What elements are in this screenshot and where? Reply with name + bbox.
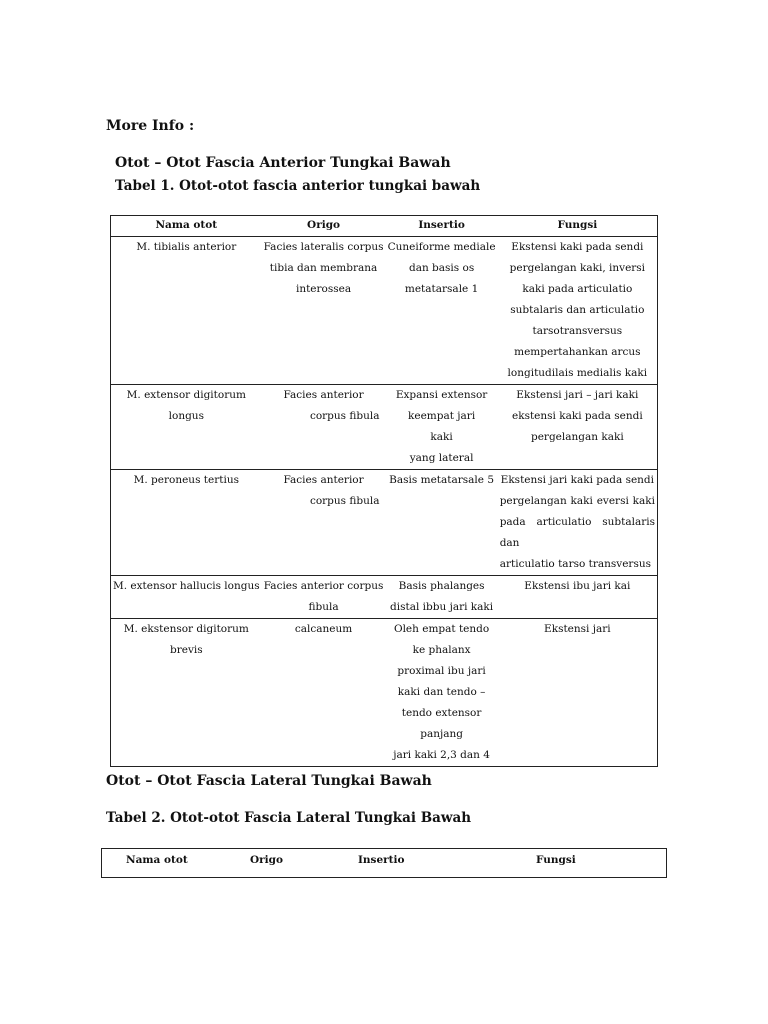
cell-origo [262, 619, 386, 767]
more-info-heading: More Info : [106, 118, 195, 134]
cell-text-line: Ekstensi kaki pada sendi [511, 241, 644, 253]
cell-text-line: jari kaki 2,3 dan 4 [393, 749, 490, 761]
cell-text-line: proximal ibu jari [397, 665, 486, 677]
cell-text-line: M. extensor digitorum [126, 389, 246, 401]
cell-text-line: kaki dan tendo – [397, 686, 486, 698]
cell-insertio [386, 470, 498, 576]
cell-text-line: pada articulatio subtalaris [499, 516, 655, 528]
cell-text-line: kaki pada articulatio [522, 283, 633, 295]
cell-text-line: tendo extensor [401, 707, 482, 719]
table-row [111, 619, 658, 767]
section-title-anterior: Otot – Otot Fascia Anterior Tungkai Bawah [115, 155, 451, 171]
cell-text-line: distal ibbu jari kaki [390, 601, 494, 613]
cell-text-line: Basis phalanges [398, 580, 485, 592]
header-insertio: Insertio [357, 849, 535, 878]
cell-text-line: Oleh empat tendo [393, 623, 490, 635]
cell-text-line: Ekstensi jari – jari kaki [516, 389, 639, 401]
cell-origo [262, 385, 386, 470]
cell-text-line: interossea [295, 283, 352, 295]
header-nama-otot: Nama otot [111, 216, 262, 237]
cell-text-line: keempat jari [408, 410, 476, 422]
cell-text-line: articulatio tarso transversus [499, 558, 651, 570]
cell-text-line: panjang [420, 728, 463, 740]
cell-text-line: pergelangan kaki, inversi [509, 262, 646, 274]
cell-text-line: Expansi extensor [395, 389, 488, 401]
table-anterior-muscles [110, 215, 658, 767]
cell-text-line: dan basis os [408, 262, 475, 274]
cell-text-line: Ekstensi ibu jari kai [524, 580, 631, 592]
cell-text-line: brevis [169, 644, 203, 656]
header-insertio: Insertio [386, 216, 498, 237]
cell-text-line: dan [499, 537, 520, 549]
cell-text-line: yang lateral [409, 452, 474, 464]
section-title-lateral: Otot – Otot Fascia Lateral Tungkai Bawah [106, 773, 432, 789]
cell-text-line: Facies anterior corpus [263, 580, 384, 592]
header-origo: Origo [249, 849, 357, 878]
header-nama-otot: Nama otot [102, 849, 250, 878]
cell-nama-otot [111, 385, 262, 470]
cell-text-line: longitudilais medialis kaki [507, 367, 648, 379]
cell-origo [262, 576, 386, 619]
cell-text-line: fibula [308, 601, 339, 613]
cell-origo [262, 237, 386, 385]
table2-caption: Tabel 2. Otot-otot Fascia Lateral Tungkai Bawah [106, 810, 472, 826]
cell-insertio [386, 385, 498, 470]
cell-text-line: pergelangan kaki eversi kaki [499, 495, 655, 507]
cell-insertio [386, 619, 498, 767]
table-row [111, 470, 658, 576]
cell-text-line: mempertahankan arcus [514, 346, 641, 358]
cell-text-line: tarsotransversus [532, 325, 623, 337]
header-fungsi: Fungsi [535, 849, 667, 878]
cell-text-line: M. extensor hallucis longus [113, 580, 260, 592]
cell-origo [262, 470, 386, 576]
cell-insertio [386, 237, 498, 385]
cell-text-line: Ekstensi jari kaki pada sendi [500, 474, 655, 486]
cell-text-line: tibia dan membrana [269, 262, 378, 274]
table-row [111, 576, 658, 619]
cell-text-line: corpus fibula [309, 410, 380, 422]
table-row [111, 385, 658, 470]
cell-fungsi [498, 470, 658, 576]
cell-text-line: Facies lateralis corpus [263, 241, 384, 253]
cell-text-line: Facies anterior [283, 389, 364, 401]
cell-fungsi [498, 619, 658, 767]
cell-text-line: ke phalanx [412, 644, 471, 656]
cell-nama-otot [111, 237, 262, 385]
cell-text-line: M. ekstensor digitorum [123, 623, 249, 635]
cell-text-line: ekstensi kaki pada sendi [512, 410, 643, 422]
cell-text-line: M. peroneus tertius [133, 474, 239, 486]
cell-insertio [386, 576, 498, 619]
table1-caption: Tabel 1. Otot-otot fascia anterior tungkai bawah [115, 178, 481, 194]
cell-fungsi [498, 576, 658, 619]
header-origo: Origo [262, 216, 386, 237]
cell-text-line: kaki [430, 431, 453, 443]
cell-text-line: Ekstensi jari [544, 623, 611, 635]
table-lateral-muscles [101, 848, 667, 878]
cell-nama-otot [111, 470, 262, 576]
table-row [111, 237, 658, 385]
cell-text-line: M. tibialis anterior [136, 241, 237, 253]
cell-text-line: Facies anterior [283, 474, 364, 486]
cell-fungsi [498, 385, 658, 470]
cell-nama-otot [111, 619, 262, 767]
cell-text-line: metatarsale 1 [404, 283, 479, 295]
cell-text-line: subtalaris dan articulatio [510, 304, 645, 316]
cell-text-line: corpus fibula [309, 495, 380, 507]
cell-text-line: longus [168, 410, 204, 422]
header-fungsi: Fungsi [498, 216, 658, 237]
table-header-row [111, 216, 658, 237]
cell-text-line: Basis metatarsale 5 [389, 474, 495, 486]
cell-text-line: Cuneiforme mediale [387, 241, 496, 253]
cell-text-line: pergelangan kaki [530, 431, 624, 443]
cell-fungsi [498, 237, 658, 385]
cell-text-line: calcaneum [294, 623, 353, 635]
cell-nama-otot [111, 576, 262, 619]
table-header-row [102, 849, 667, 878]
